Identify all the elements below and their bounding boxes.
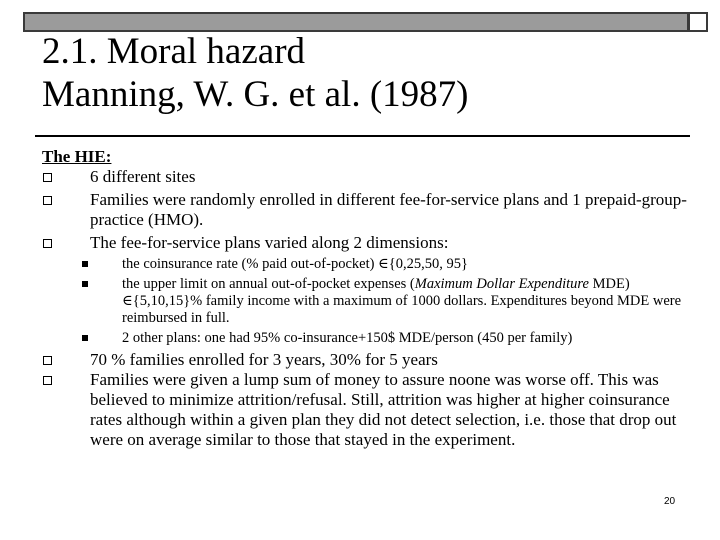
- bullet-text: Families were given a lump sum of money to assure noone was worse off. This was believed to minimize attrition/refusal. Still, attrition was higher at higher coinsurance rates although within a given plan they did not detect selection, i.e. those that drop out were on average similar to those that stayed in the experiment.: [90, 370, 677, 449]
- hollow-square-bullet-icon: [43, 196, 52, 205]
- sub-bullet-text: 2 other plans: one had 95% co-insurance+150$ MDE/person (450 per family): [122, 330, 573, 346]
- hollow-square-bullet-icon: [43, 239, 52, 248]
- slide-title-line-2: Manning, W. G. et al. (1987): [42, 74, 469, 115]
- slide-title: [42, 30, 468, 116]
- section-heading: The HIE:: [42, 147, 112, 166]
- sub-bullet-text-part: MDE) ∈{5,10,15}% family income with a maximum of 1000 dollars. Expenditures beyond MDE were reimbursed in full.: [122, 276, 682, 326]
- filled-square-bullet-icon: [82, 281, 88, 287]
- sub-bullet-item: [42, 330, 702, 347]
- bullet-item: [42, 233, 702, 253]
- filled-square-bullet-icon: [82, 335, 88, 341]
- sub-bullet-italic-term: Maximum Dollar Expenditure: [414, 276, 589, 292]
- bullet-text: 6 different sites: [90, 167, 196, 186]
- bullet-item: [42, 190, 702, 230]
- slide-body: [42, 147, 702, 450]
- title-decoration-square: [688, 12, 708, 32]
- bullet-text: The fee-for-service plans varied along 2 dimensions:: [90, 233, 449, 252]
- bullet-text: 70 % families enrolled for 3 years, 30% for 5 years: [90, 350, 438, 369]
- title-decoration-bar: [23, 12, 689, 32]
- sub-bullet-text-part: the upper limit on annual out-of-pocket expenses (: [122, 276, 415, 292]
- hollow-square-bullet-icon: [43, 173, 52, 182]
- bullet-item: [42, 167, 702, 187]
- sub-bullet-item: [42, 276, 702, 327]
- bullet-item: [42, 350, 702, 370]
- sub-bullet-item: [42, 256, 702, 273]
- sub-bullet-text: the coinsurance rate (% paid out-of-pocket) ∈{0,25,50, 95}: [122, 256, 468, 272]
- slide-title-line-1: 2.1. Moral hazard: [42, 31, 306, 72]
- hollow-square-bullet-icon: [43, 356, 52, 365]
- bullet-item: [42, 370, 702, 450]
- filled-square-bullet-icon: [82, 261, 88, 267]
- title-divider: [35, 135, 690, 137]
- bullet-text: Families were randomly enrolled in different fee-for-service plans and 1 prepaid-group-practice (HMO).: [90, 190, 687, 229]
- hollow-square-bullet-icon: [43, 376, 52, 385]
- page-number: 20: [664, 496, 676, 507]
- sub-bullet-text: [122, 276, 681, 326]
